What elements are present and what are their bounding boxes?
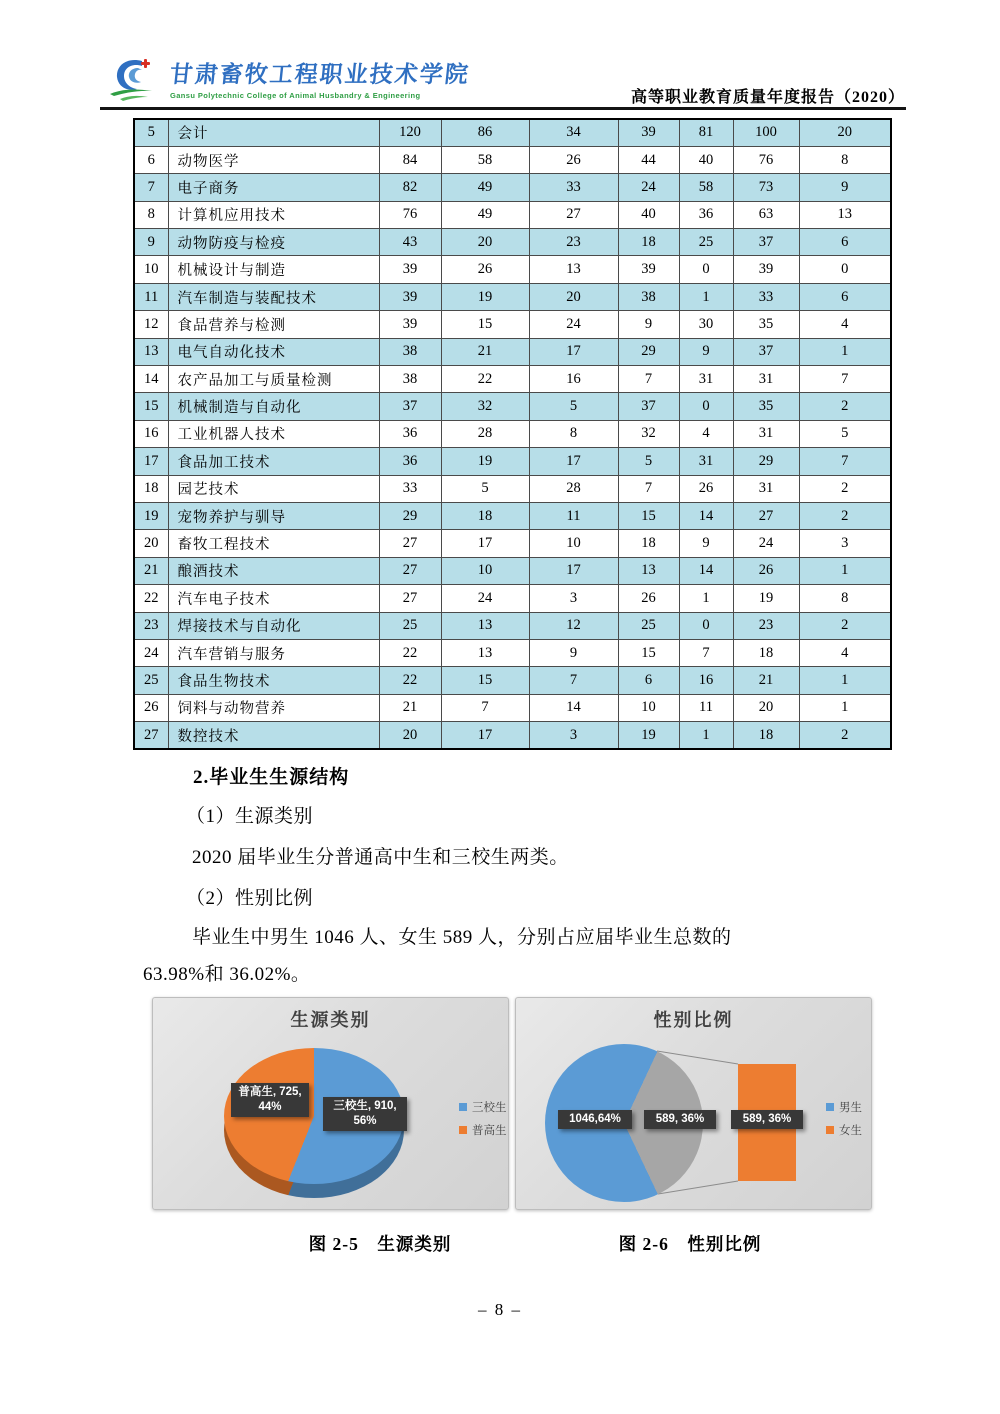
major-name: 电气自动化技术 [168, 338, 379, 365]
stat-value: 31 [679, 366, 733, 393]
table-row [134, 502, 891, 529]
stat-value: 37 [733, 338, 799, 365]
gender-pie-label-male: 1046,64% [558, 1110, 632, 1129]
major-name: 会计 [168, 119, 379, 146]
stat-value: 5 [529, 393, 618, 420]
row-number: 18 [134, 475, 168, 502]
major-name: 焊接技术与自动化 [168, 612, 379, 639]
stat-value: 7 [679, 639, 733, 666]
stat-value: 37 [618, 393, 679, 420]
stat-value: 1 [799, 694, 891, 721]
gender-ratio-chart [515, 997, 872, 1210]
gender-chart-title: 性别比例 [653, 1010, 734, 1030]
stat-value: 9 [618, 311, 679, 338]
stat-value: 37 [733, 229, 799, 256]
stat-value: 38 [379, 366, 441, 393]
stat-value: 14 [679, 502, 733, 529]
stat-value: 38 [618, 283, 679, 310]
major-name: 动物医学 [168, 146, 379, 173]
table-row [134, 311, 891, 338]
stat-value: 1 [799, 557, 891, 584]
table-row [134, 146, 891, 173]
stat-value: 84 [379, 146, 441, 173]
row-number: 25 [134, 667, 168, 694]
stat-value: 3 [529, 585, 618, 612]
stat-value: 31 [733, 366, 799, 393]
stat-value: 76 [379, 201, 441, 228]
stat-value: 120 [379, 119, 441, 146]
table-row [134, 585, 891, 612]
row-number: 23 [134, 612, 168, 639]
stat-value: 0 [679, 393, 733, 420]
section-heading: 2.毕业生生源结构 [193, 767, 350, 788]
stat-value: 24 [441, 585, 529, 612]
stat-value: 39 [618, 256, 679, 283]
stat-value: 4 [799, 311, 891, 338]
table-row [134, 667, 891, 694]
report-title: 高等职业教育质量年度报告（2020） [630, 89, 905, 106]
stat-value: 1 [679, 283, 733, 310]
row-number: 16 [134, 420, 168, 447]
stat-value: 26 [679, 475, 733, 502]
table-row [134, 448, 891, 475]
row-number: 14 [134, 366, 168, 393]
stat-value: 39 [379, 256, 441, 283]
stat-value: 1 [799, 338, 891, 365]
stat-value: 5 [441, 475, 529, 502]
major-name: 机械设计与制造 [168, 256, 379, 283]
stat-value: 5 [799, 420, 891, 447]
stat-value: 0 [679, 612, 733, 639]
figure-caption-2-5: 图 2-5 生源类别 [308, 1234, 452, 1254]
legend-item-male: 男生 [826, 1099, 862, 1115]
majors-table-body [134, 119, 891, 749]
stat-value: 13 [799, 201, 891, 228]
source-category-chart [152, 997, 509, 1210]
stat-value: 10 [441, 557, 529, 584]
stat-value: 1 [799, 667, 891, 694]
stat-value: 32 [618, 420, 679, 447]
gender-bar-label: 589, 36% [731, 1110, 803, 1129]
major-name: 酿酒技术 [168, 557, 379, 584]
stat-value: 15 [618, 639, 679, 666]
stat-value: 31 [733, 475, 799, 502]
stat-value: 19 [441, 283, 529, 310]
stat-value: 2 [799, 502, 891, 529]
stat-value: 40 [618, 201, 679, 228]
table-row [134, 475, 891, 502]
majors-table [133, 118, 892, 750]
stat-value: 22 [441, 366, 529, 393]
stat-value: 21 [733, 667, 799, 694]
stat-value: 13 [441, 612, 529, 639]
stat-value: 13 [618, 557, 679, 584]
stat-value: 1 [679, 585, 733, 612]
stat-value: 28 [529, 475, 618, 502]
source-chart-title: 生源类别 [290, 1010, 371, 1030]
stat-value: 4 [679, 420, 733, 447]
stat-value: 36 [679, 201, 733, 228]
stat-value: 27 [733, 502, 799, 529]
table-row [134, 639, 891, 666]
stat-value: 30 [679, 311, 733, 338]
stat-value: 81 [679, 119, 733, 146]
stat-value: 34 [529, 119, 618, 146]
row-number: 11 [134, 283, 168, 310]
row-number: 22 [134, 585, 168, 612]
subitem-gender-ratio: （2）性别比例 [186, 888, 314, 909]
stat-value: 49 [441, 174, 529, 201]
stat-value: 76 [733, 146, 799, 173]
stat-value: 33 [529, 174, 618, 201]
figure-caption-2-6: 图 2-6 性别比例 [618, 1234, 762, 1254]
major-name: 数控技术 [168, 722, 379, 749]
stat-value: 7 [529, 667, 618, 694]
stat-value: 6 [618, 667, 679, 694]
stat-value: 8 [799, 146, 891, 173]
stat-value: 8 [529, 420, 618, 447]
stat-value: 31 [679, 448, 733, 475]
stat-value: 7 [618, 366, 679, 393]
stat-value: 25 [379, 612, 441, 639]
stat-value: 100 [733, 119, 799, 146]
row-number: 27 [134, 722, 168, 749]
stat-value: 33 [379, 475, 441, 502]
major-name: 动物防疫与检疫 [168, 229, 379, 256]
stat-value: 23 [529, 229, 618, 256]
stat-value: 86 [441, 119, 529, 146]
row-number: 10 [134, 256, 168, 283]
stat-value: 37 [379, 393, 441, 420]
row-number: 20 [134, 530, 168, 557]
stat-value: 3 [799, 530, 891, 557]
major-name: 饲料与动物营养 [168, 694, 379, 721]
stat-value: 18 [618, 530, 679, 557]
legend-item-pugao: 普高生 [459, 1122, 507, 1138]
stat-value: 19 [441, 448, 529, 475]
stat-value: 40 [679, 146, 733, 173]
legend-swatch-orange [826, 1126, 834, 1134]
stat-value: 23 [733, 612, 799, 639]
table-row [134, 174, 891, 201]
stat-value: 9 [679, 530, 733, 557]
stat-value: 22 [379, 639, 441, 666]
table-row [134, 420, 891, 447]
stat-value: 27 [379, 530, 441, 557]
stat-value: 21 [441, 338, 529, 365]
stat-value: 58 [441, 146, 529, 173]
stat-value: 82 [379, 174, 441, 201]
legend-swatch-orange [459, 1126, 467, 1134]
legend-swatch-blue [826, 1103, 834, 1111]
table-row [134, 256, 891, 283]
stat-value: 39 [379, 283, 441, 310]
stat-value: 13 [441, 639, 529, 666]
table-row [134, 338, 891, 365]
stat-value: 15 [441, 311, 529, 338]
stat-value: 49 [441, 201, 529, 228]
stat-value: 9 [799, 174, 891, 201]
stat-value: 9 [529, 639, 618, 666]
stat-value: 20 [799, 119, 891, 146]
stat-value: 1 [679, 722, 733, 749]
stat-value: 15 [441, 667, 529, 694]
row-number: 9 [134, 229, 168, 256]
subitem-source-category: （1）生源类别 [186, 806, 314, 827]
source-pie-label-blue: 三校生, 910, 56% [323, 1097, 407, 1131]
stat-value: 14 [679, 557, 733, 584]
stat-value: 15 [618, 502, 679, 529]
stat-value: 6 [799, 283, 891, 310]
row-number: 19 [134, 502, 168, 529]
major-name: 园艺技术 [168, 475, 379, 502]
stat-value: 38 [379, 338, 441, 365]
stat-value: 18 [618, 229, 679, 256]
stat-value: 26 [441, 256, 529, 283]
stat-value: 7 [618, 475, 679, 502]
college-logo [108, 56, 470, 104]
stat-value: 18 [733, 722, 799, 749]
stat-value: 8 [799, 585, 891, 612]
stat-value: 63 [733, 201, 799, 228]
college-name-en: Gansu Polytechnic College of Animal Husbandry & Engineering [170, 91, 421, 100]
stat-value: 10 [618, 694, 679, 721]
stat-value: 22 [379, 667, 441, 694]
stat-value: 14 [529, 694, 618, 721]
major-name: 畜牧工程技术 [168, 530, 379, 557]
table-row [134, 612, 891, 639]
row-number: 5 [134, 119, 168, 146]
stat-value: 27 [379, 585, 441, 612]
stat-value: 18 [733, 639, 799, 666]
header-rule [100, 107, 906, 110]
college-logo-icon [108, 56, 162, 104]
stat-value: 2 [799, 393, 891, 420]
stat-value: 29 [379, 502, 441, 529]
row-number: 21 [134, 557, 168, 584]
major-name: 计算机应用技术 [168, 201, 379, 228]
stat-value: 24 [733, 530, 799, 557]
stat-value: 27 [379, 557, 441, 584]
table-row [134, 694, 891, 721]
stat-value: 2 [799, 475, 891, 502]
major-name: 汽车营销与服务 [168, 639, 379, 666]
page-number: – 8 – [478, 1300, 522, 1319]
stat-value: 19 [733, 585, 799, 612]
legend-item-female: 女生 [826, 1122, 862, 1138]
row-number: 26 [134, 694, 168, 721]
stat-value: 35 [733, 311, 799, 338]
major-name: 电子商务 [168, 174, 379, 201]
row-number: 7 [134, 174, 168, 201]
table-row [134, 393, 891, 420]
stat-value: 33 [733, 283, 799, 310]
stat-value: 27 [529, 201, 618, 228]
stat-value: 0 [799, 256, 891, 283]
table-row [134, 530, 891, 557]
row-number: 6 [134, 146, 168, 173]
row-number: 8 [134, 201, 168, 228]
stat-value: 44 [618, 146, 679, 173]
stat-value: 24 [529, 311, 618, 338]
stat-value: 17 [529, 338, 618, 365]
stat-value: 25 [618, 612, 679, 639]
gender-pie-label-female: 589, 36% [644, 1110, 716, 1129]
stat-value: 29 [618, 338, 679, 365]
major-name: 农产品加工与质量检测 [168, 366, 379, 393]
stat-value: 39 [618, 119, 679, 146]
stat-value: 39 [379, 311, 441, 338]
stat-value: 11 [529, 502, 618, 529]
paragraph-gender-line2: 63.98%和 36.02%。 [143, 964, 311, 985]
stat-value: 3 [529, 722, 618, 749]
legend-item-sanxiao: 三校生 [459, 1099, 507, 1115]
paragraph-gender-line1: 毕业生中男生 1046 人、女生 589 人，分别占应届毕业生总数的 [192, 927, 732, 948]
stat-value: 12 [529, 612, 618, 639]
stat-value: 11 [679, 694, 733, 721]
stat-value: 28 [441, 420, 529, 447]
table-row [134, 557, 891, 584]
stat-value: 9 [679, 338, 733, 365]
stat-value: 20 [733, 694, 799, 721]
major-name: 工业机器人技术 [168, 420, 379, 447]
college-name-cn: 甘肃畜牧工程职业技术学院 [168, 62, 472, 87]
major-name: 食品营养与检测 [168, 311, 379, 338]
stat-value: 20 [379, 722, 441, 749]
row-number: 17 [134, 448, 168, 475]
major-name: 汽车制造与装配技术 [168, 283, 379, 310]
major-name: 机械制造与自动化 [168, 393, 379, 420]
major-name: 汽车电子技术 [168, 585, 379, 612]
stat-value: 2 [799, 722, 891, 749]
stat-value: 25 [679, 229, 733, 256]
stat-value: 20 [441, 229, 529, 256]
table-row [134, 283, 891, 310]
table-row [134, 201, 891, 228]
major-name: 宠物养护与驯导 [168, 502, 379, 529]
stat-value: 35 [733, 393, 799, 420]
stat-value: 26 [733, 557, 799, 584]
stat-value: 18 [441, 502, 529, 529]
stat-value: 16 [679, 667, 733, 694]
stat-value: 43 [379, 229, 441, 256]
stat-value: 5 [618, 448, 679, 475]
stat-value: 6 [799, 229, 891, 256]
row-number: 13 [134, 338, 168, 365]
stat-value: 26 [618, 585, 679, 612]
stat-value: 73 [733, 174, 799, 201]
row-number: 12 [134, 311, 168, 338]
stat-value: 17 [441, 530, 529, 557]
table-row [134, 229, 891, 256]
source-chart-legend [459, 1099, 507, 1138]
stat-value: 7 [441, 694, 529, 721]
paragraph-source-category: 2020 届毕业生分普通高中生和三校生两类。 [192, 847, 569, 868]
stat-value: 19 [618, 722, 679, 749]
row-number: 24 [134, 639, 168, 666]
stat-value: 17 [529, 448, 618, 475]
stat-value: 31 [733, 420, 799, 447]
table-row [134, 366, 891, 393]
row-number: 15 [134, 393, 168, 420]
table-row [134, 119, 891, 146]
major-name: 食品加工技术 [168, 448, 379, 475]
stat-value: 4 [799, 639, 891, 666]
stat-value: 21 [379, 694, 441, 721]
stat-value: 32 [441, 393, 529, 420]
stat-value: 26 [529, 146, 618, 173]
legend-swatch-blue [459, 1103, 467, 1111]
stat-value: 17 [529, 557, 618, 584]
stat-value: 0 [679, 256, 733, 283]
stat-value: 29 [733, 448, 799, 475]
stat-value: 2 [799, 612, 891, 639]
stat-value: 36 [379, 448, 441, 475]
major-name: 食品生物技术 [168, 667, 379, 694]
stat-value: 7 [799, 366, 891, 393]
stat-value: 24 [618, 174, 679, 201]
stat-value: 16 [529, 366, 618, 393]
stat-value: 13 [529, 256, 618, 283]
stat-value: 17 [441, 722, 529, 749]
gender-chart-legend [826, 1099, 862, 1138]
stat-value: 39 [733, 256, 799, 283]
stat-value: 20 [529, 283, 618, 310]
stat-value: 10 [529, 530, 618, 557]
stat-value: 36 [379, 420, 441, 447]
table-row [134, 722, 891, 749]
stat-value: 58 [679, 174, 733, 201]
source-pie-label-orange: 普高生, 725, 44% [231, 1083, 309, 1117]
stat-value: 7 [799, 448, 891, 475]
